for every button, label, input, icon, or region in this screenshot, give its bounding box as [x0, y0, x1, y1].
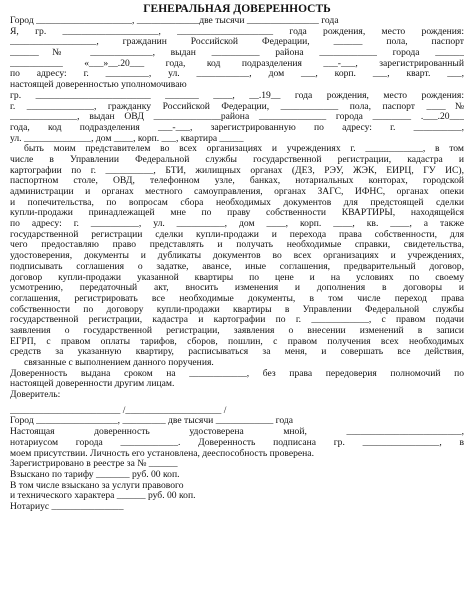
- document-line: ул. ______________, дом ____, корп. ___, квартира _____: [10, 133, 244, 144]
- document-line: ______________, выдан ОВД ______________района ______________ города ________ .___.20___: [10, 112, 464, 123]
- power-of-attorney-document: [10, 0, 464, 513]
- document-line: и попечительства, по вопросам сбора необходимых документов для предстоящей сделки: [10, 197, 464, 208]
- document-line: Нотариус _______________: [10, 501, 124, 512]
- document-line: собственности по договору купли-продажи квартиры в Управлении Федеральной службы: [10, 304, 464, 315]
- document-line: Настоящая доверенность удостоверена мной, ________________________,: [10, 427, 464, 438]
- document-line: удостоверения, документы и дубликаты документов во всех организациях и учреждениях,: [10, 251, 464, 262]
- document-body: [10, 16, 464, 513]
- document-line: и технического характера ______ руб. 00 коп.: [10, 491, 196, 502]
- document-line: числе в Управлении Федеральной службы государственной регистрации, кадастра и: [10, 154, 464, 165]
- document-line: чего предоставляю право представлять и получать необходимые справки, свидетельства,: [10, 240, 464, 251]
- document-line: подписывать соглашения о задатке, авансе, иные соглашения, предварительный договор,: [10, 261, 464, 272]
- document-line: соглашения, регистрировать все необходимые документы, в том числе переход права: [10, 293, 464, 304]
- document-line: купли-продажи принадлежащей мне по праву собственности КВАРТИРЫ, находящейся: [10, 208, 464, 219]
- document-line: Взыскано по тарифу _______ руб. 00 коп.: [10, 469, 180, 480]
- document-line: года, код подразделения ___-___, зарегистрированную по адресу: г. __________,: [10, 122, 464, 133]
- document-line: _______________________ /____________________ /: [10, 405, 227, 416]
- document-line: ЕГРП, с правом оплаты тарифов, сборов, пошлин, с правом получения всех необходимых: [10, 336, 464, 347]
- document-line: Доверенность выдана сроком на ____________, без права передоверия полномочий по: [10, 368, 464, 379]
- document-line: гр. ________________________ _______ ____, __.19__ года рождения, место рождения:: [10, 90, 464, 101]
- document-line: Доверитель:: [10, 390, 61, 401]
- document-line: настоящей доверенности другим лицам.: [10, 379, 175, 390]
- document-line: г. ______________, гражданку Российской Федерации, ____________ пола, паспорт ____№: [10, 101, 464, 112]
- document-line: по адресу: г. __________, ул. __________, дом ____, корп. ____, кв. ____, а также: [10, 219, 464, 230]
- document-line: настоящей доверенностью уполномочиваю: [10, 80, 187, 91]
- document-line: государственной регистрации, кадастра и картографии по г. ____________, с правом подачи: [10, 315, 464, 326]
- document-line: администрации и органах местного самоуправления, органах ЗАГС, ИФНС, органах опеки: [10, 187, 464, 197]
- document-line: моем присутствии. Личность его установлена, дееспособность проверена.: [10, 448, 314, 459]
- document-line: по адресу: г. _________, ул. ___________, дом ___, корп. ___, кварт. ___,: [10, 69, 464, 80]
- document-line: ___________ «___»__.20___ года, код подразделения ___-___, зарегистрированный: [10, 58, 464, 69]
- document-line: __________________, гражданин Российской Федерации, ______ пола, паспорт: [10, 37, 464, 48]
- document-line: договор купли-продажи указанной квартиры по цене и на условиях по своему: [10, 272, 464, 283]
- document-line: государственной регистрации сделки купли-продажи и перехода права собственности, для: [10, 229, 464, 240]
- document-line: Зарегистрировано в реестре за № ______: [10, 459, 178, 470]
- document-line: Город _________________, _________ две тысячи ____________ года: [10, 416, 294, 427]
- document-line: быть моим представителем во всех организациях и учреждениях г. ____________, в том: [24, 144, 464, 155]
- document-line: Город ____________________, _____________две тысячи _______________ года: [10, 16, 339, 26]
- document-line: средств за указанную квартиру, расписываться за меня, и совершать все действия,: [10, 347, 464, 358]
- document-title: ГЕНЕРАЛЬНАЯ ДОВЕРЕННОСТЬ: [143, 3, 331, 15]
- document-line: ______№ _____________, выдан __________ района ____________ города ______: [10, 48, 464, 59]
- document-line: связанные с выполнением данного поручения.: [24, 358, 214, 368]
- document-line: усмотрению, передаточный акт, вносить изменения и дополнения в договоры и: [10, 283, 464, 294]
- document-line: картографии по г. __________, БТИ, жилищных органах (ДЕЗ, РЭУ, ЖЭК, ЕИРЦ, ГУ ИС),: [10, 165, 464, 176]
- document-line: В том числе взыскано за услуги правового: [10, 480, 184, 491]
- document-line: Я, гр. ____________________, ____________________ года рождения, место рождения:: [10, 26, 464, 37]
- document-line: паспортном столе, ОВД, телефонном узле, банках, нотариальных конторах, городской: [10, 176, 464, 187]
- document-line: заявления о государственной регистрации, заявления о внесении изменений в записи: [10, 325, 464, 336]
- document-line: нотариусом города ____________. Доверенность подписана гр. ________________, в: [10, 437, 464, 448]
